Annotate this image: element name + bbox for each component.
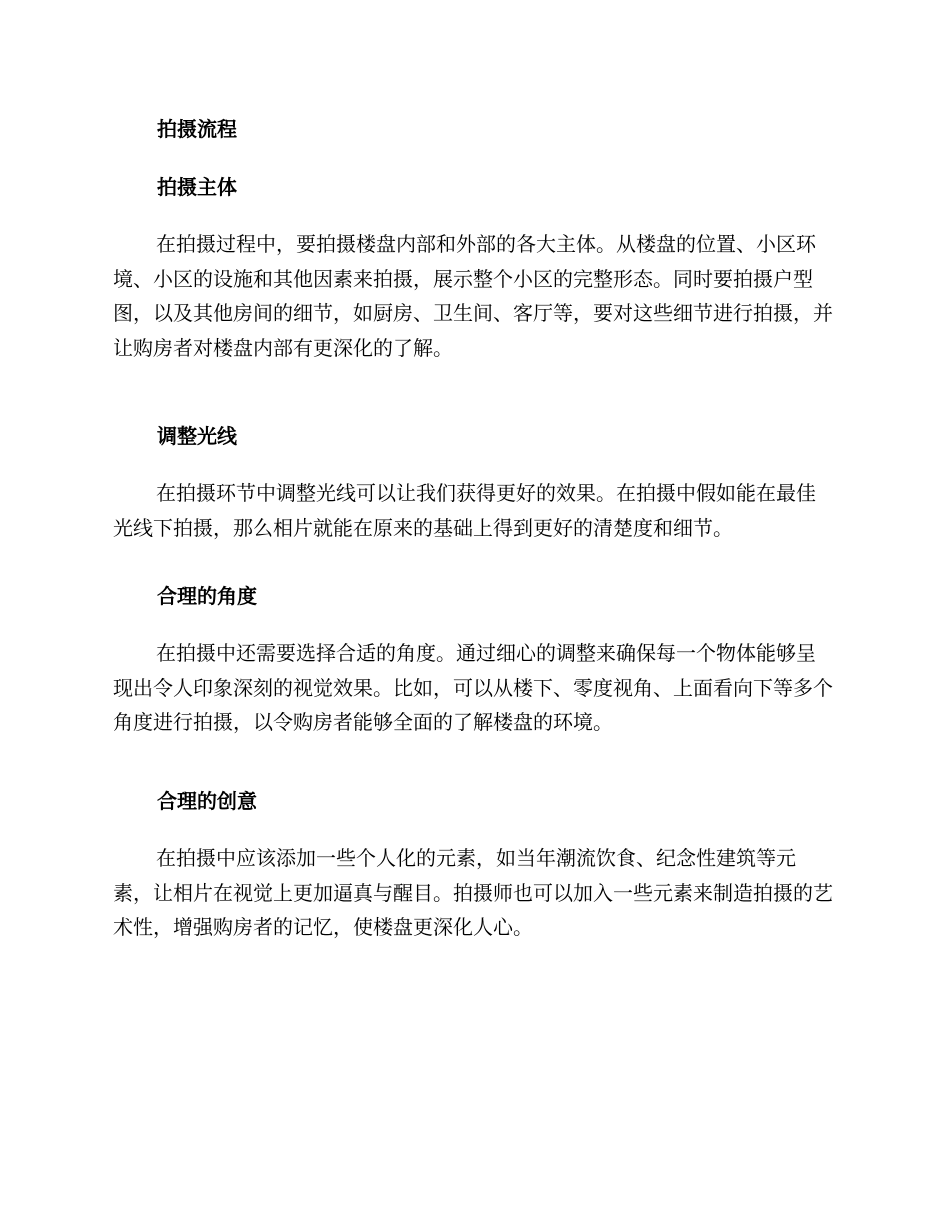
section-heading-lighting: 调整光线 — [157, 424, 237, 448]
section-heading-angle: 合理的角度 — [157, 584, 257, 608]
section-heading-subject: 拍摄主体 — [157, 175, 237, 199]
section-body-creativity: 在拍摄中应该添加一些个人化的元素，如当年潮流饮食、纪念性建筑等元素，让相片在视觉上更加逼真与醒目。拍摄师也可以加入一些元素来制造拍摄的艺术性，增强购房者的记忆，使楼盘更深化人心。 — [113, 846, 833, 939]
section-body-subject: 在拍摄过程中，要拍摄楼盘内部和外部的各大主体。从楼盘的位置、小区环境、小区的设施和其他因素来拍摄，展示整个小区的完整形态。同时要拍摄户型图，以及其他房间的细节，如厨房、卫生间、客厅等，要对这些细节进行拍摄，并让购房者对楼盘内部有更深化的了解。 — [113, 232, 833, 360]
section-body-angle: 在拍摄中还需要选择合适的角度。通过细心的调整来确保每一个物体能够呈现出令人印象深刻的视觉效果。比如，可以从楼下、零度视角、上面看向下等多个角度进行拍摄，以令购房者能够全面的了解楼盘的环境。 — [113, 641, 833, 734]
document-title: 拍摄流程 — [157, 117, 237, 141]
section-heading-creativity: 合理的创意 — [157, 789, 257, 813]
section-body-lighting: 在拍摄环节中调整光线可以让我们获得更好的效果。在拍摄中假如能在最佳光线下拍摄，那么相片就能在原来的基础上得到更好的清楚度和细节。 — [113, 481, 816, 540]
